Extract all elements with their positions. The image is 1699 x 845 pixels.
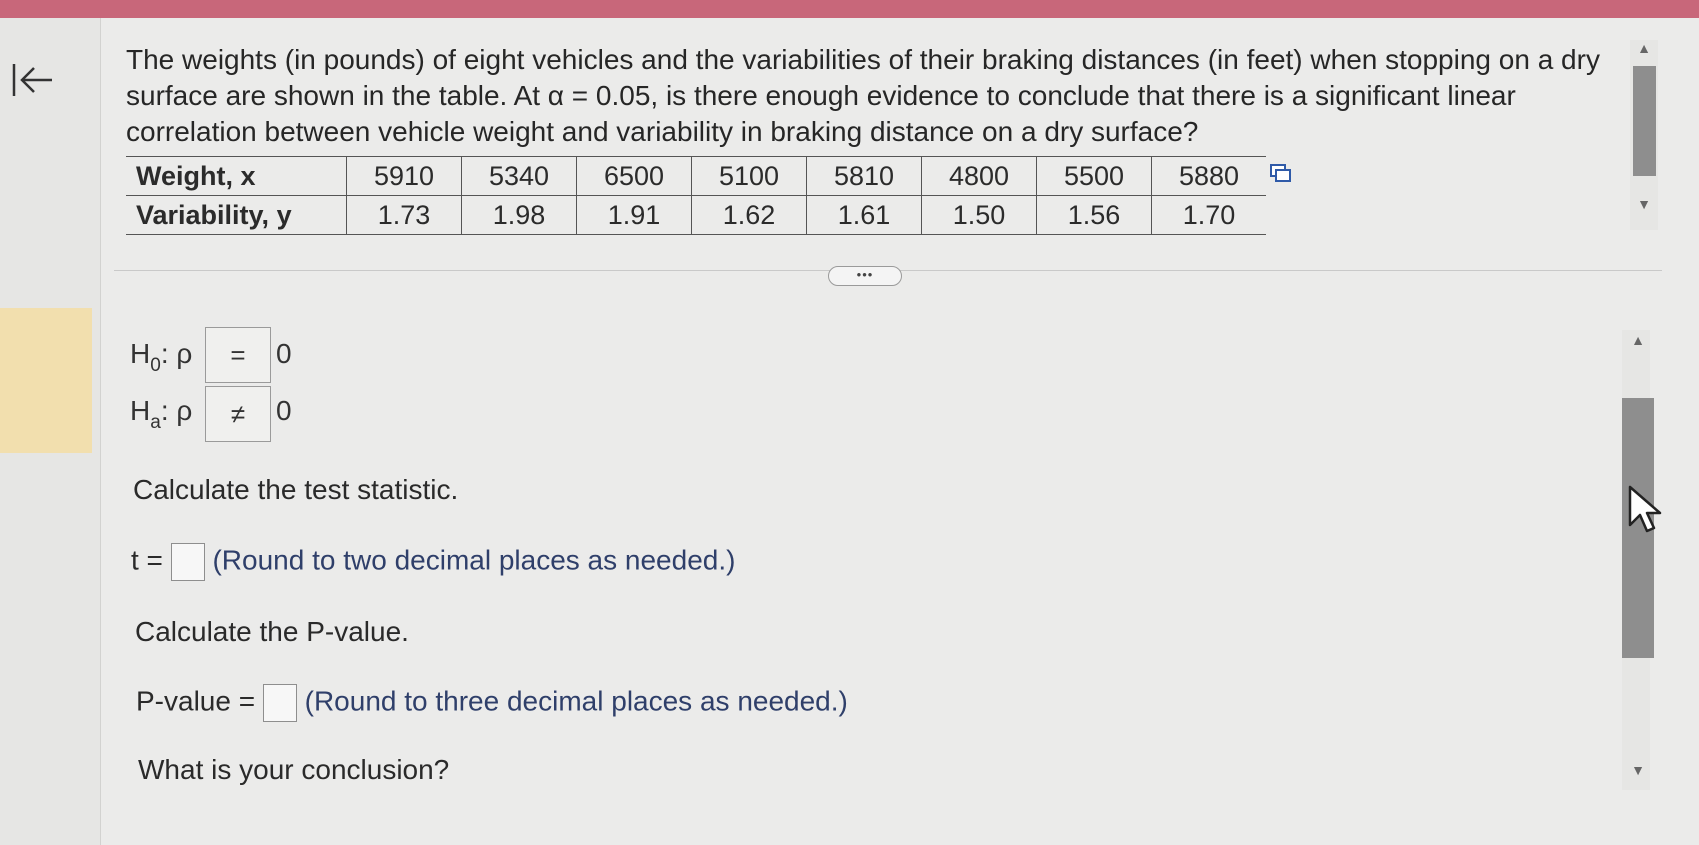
table-cell: 1.98 bbox=[462, 196, 577, 235]
table-cell: 1.50 bbox=[922, 196, 1037, 235]
p-value-label: P-value = bbox=[136, 685, 256, 717]
t-rounding-hint: (Round to two decimal places as needed.) bbox=[212, 544, 736, 576]
table-cell: 1.73 bbox=[347, 196, 462, 235]
collapse-left-icon[interactable] bbox=[8, 60, 56, 100]
p-value-prompt: Calculate the P-value. bbox=[135, 616, 409, 647]
null-hypothesis-operator-select[interactable]: = bbox=[205, 327, 271, 383]
null-hypothesis-value: 0 bbox=[276, 338, 292, 369]
p-value-row bbox=[136, 684, 848, 722]
alt-hypothesis-operator-select[interactable]: ≠ bbox=[205, 386, 271, 442]
table-cell: 1.61 bbox=[807, 196, 922, 235]
scroll-down-arrow-icon[interactable]: ▼ bbox=[1637, 196, 1651, 212]
null-hypothesis-label: $H_0$: ρ bbox=[130, 338, 193, 376]
alt-hypothesis-value: 0 bbox=[276, 395, 292, 426]
table-row-weight bbox=[126, 157, 1266, 196]
alt-hypothesis-label: $H_a$: ρ bbox=[130, 395, 193, 433]
top-bar bbox=[0, 0, 1699, 18]
answer-scroll-down-arrow-icon[interactable]: ▼ bbox=[1631, 762, 1645, 778]
table-cell: 1.91 bbox=[577, 196, 692, 235]
table-cell: 1.70 bbox=[1152, 196, 1267, 235]
test-statistic-row bbox=[131, 543, 735, 581]
table-cell: 5810 bbox=[807, 157, 922, 196]
table-cell: 5500 bbox=[1037, 157, 1152, 196]
table-cell: 5340 bbox=[462, 157, 577, 196]
table-cell: 5100 bbox=[692, 157, 807, 196]
table-row-variability bbox=[126, 196, 1266, 235]
question-part-highlight bbox=[0, 308, 92, 453]
row-label: Variability, y bbox=[126, 196, 347, 235]
answer-scroll-up-arrow-icon[interactable]: ▲ bbox=[1631, 332, 1645, 348]
t-answer-input[interactable] bbox=[171, 543, 205, 581]
t-label: t = bbox=[131, 544, 163, 576]
p-value-rounding-hint: (Round to three decimal places as needed.) bbox=[304, 685, 848, 717]
table-cell: 1.62 bbox=[692, 196, 807, 235]
conclusion-prompt: What is your conclusion? bbox=[138, 754, 450, 785]
question-scrollbar-thumb[interactable] bbox=[1633, 66, 1656, 176]
mouse-pointer-icon bbox=[1628, 485, 1664, 533]
table-cell: 1.56 bbox=[1037, 196, 1152, 235]
table-cell: 5910 bbox=[347, 157, 462, 196]
table-cell: 4800 bbox=[922, 157, 1037, 196]
copy-data-icon[interactable] bbox=[1270, 163, 1292, 183]
p-value-answer-input[interactable] bbox=[263, 684, 297, 722]
expand-more-button[interactable]: ••• bbox=[828, 266, 902, 286]
scroll-up-arrow-icon[interactable]: ▲ bbox=[1637, 40, 1651, 56]
data-table bbox=[126, 156, 1266, 235]
row-label: Weight, x bbox=[126, 157, 347, 196]
table-cell: 5880 bbox=[1152, 157, 1267, 196]
test-statistic-prompt: Calculate the test statistic. bbox=[133, 474, 459, 505]
table-cell: 6500 bbox=[577, 157, 692, 196]
question-text: The weights (in pounds) of eight vehicles and the variabilities of their braking distances (in feet) when stopping on a dry surface are shown in the table. At α = 0.05, is there enough evidence to conclude that there is a significant linear correlation between vehicle weight and variability in braking distance on a dry surface? bbox=[126, 44, 1600, 147]
